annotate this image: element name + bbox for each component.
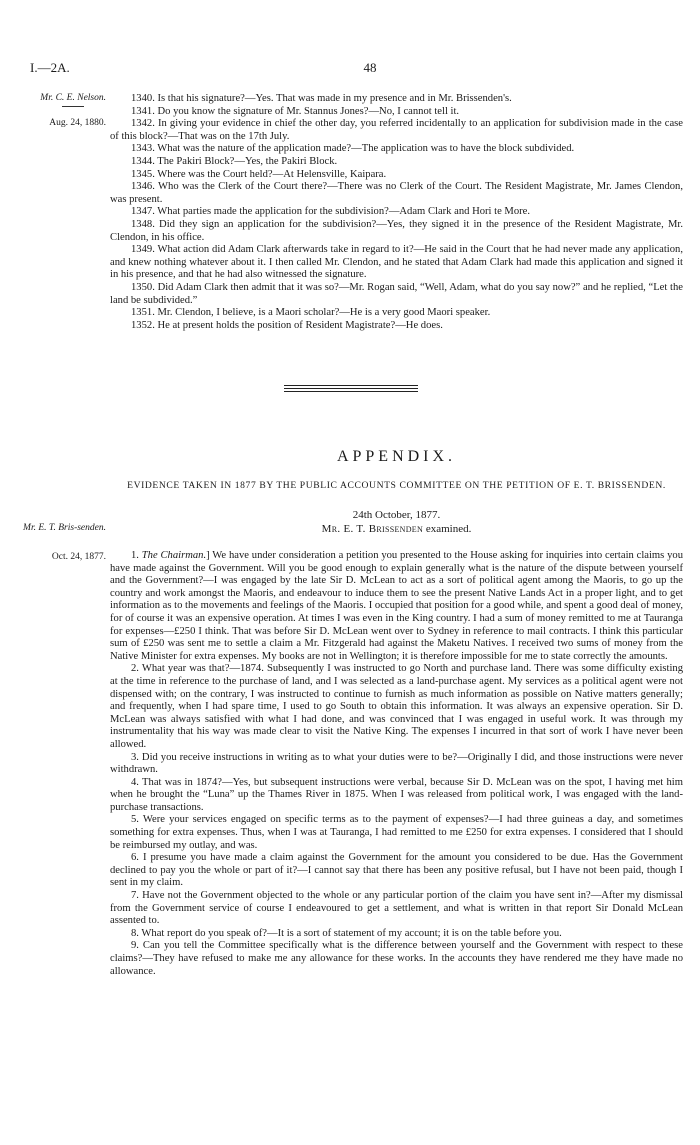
evidence-paragraph: 8. What report do you speak of?—It is a sort of statement of my account; it is on the table before you. <box>131 927 562 939</box>
qa-paragraph: 1350. Did Adam Clark then admit that it was so?—Mr. Rogan said, “Well, Adam, what do you say now?” and he replied, “Let the land be subdivided.” <box>110 281 683 306</box>
evidence-paragraph: 4. That was in 1874?—Yes, but subsequent instructions were verbal, because Sir D. McLean was on the spot, I having met him when he brought the “Luna” up the Thames River in 1875. When I was released from political work, I was engaged with the land-purchase transactions. <box>110 776 683 813</box>
evidence-paragraph: 7. Have not the Government objected to the whole or any particular portion of the claim you have sent in?—After my dismissal from the Government service of course I endeavoured to get a settlement, and what is written in that report Sir Donald McLean assented to. <box>110 890 683 927</box>
evidence-heading: EVIDENCE TAKEN IN 1877 BY THE PUBLIC ACCOUNTS COMMITTEE ON THE PETITION OF E. T. BRISSENDEN. <box>127 480 666 491</box>
document-reference: I.—2A. <box>30 60 70 75</box>
qa-paragraph: 1346. Who was the Clerk of the Court there?—There was no Clerk of the Court. The Resident Magistrate, Mr. James Clendon, was present. <box>110 181 683 205</box>
section-divider <box>284 385 418 392</box>
qa-paragraph: 1343. What was the nature of the application made?—The application was to have the block subdivided. <box>131 143 575 155</box>
qa-paragraph: 1348. Did they sign an application for the subdivision?—Yes, they signed it in the presence of the Resident Magistrate, Mr. Clendon, in his office. <box>110 218 683 243</box>
appendix-title: APPENDIX. <box>336 448 457 465</box>
qa-paragraph: 1351. Mr. Clendon, I believe, is a Maori scholar?—He is a very good Maori speaker. <box>131 307 491 319</box>
examined-line <box>110 523 683 535</box>
qa-paragraph: 1347. What parties made the application for the subdivision?—Adam Clark and Hori te More. <box>131 206 531 218</box>
evidence-section <box>110 550 683 978</box>
evidence-date: 24th October, 1877. <box>352 509 441 521</box>
question-number: 1. <box>131 550 142 561</box>
qa-paragraph: 1344. The Pakiri Block?—Yes, the Pakiri Block. <box>131 155 338 167</box>
evidence-paragraph: 9. Can you tell the Committee specifically what is the difference between yourself and the Government with respect to these claims?—They have refused to make me any allowance for these works. In the accounts they have rendered me they have made no allowance. <box>110 940 683 977</box>
hearing-date-margin: Aug. 24, 1880. <box>49 118 106 128</box>
qa-section <box>110 93 683 332</box>
evidence-paragraph: 3. Did you receive instructions in writing as to what your duties were to be?—Originally I did, and those instructions were never withdrawn. <box>110 751 683 776</box>
margin-rule <box>62 106 84 107</box>
witness-margin-note <box>14 93 106 109</box>
evidence-paragraph <box>110 550 683 663</box>
qa-paragraph: 1349. What action did Adam Clark afterwards take in regard to it?—He said in the Court that he had never made any application, and knew nothing whatever about it. I then called Mr. Clendon, and he stated that Adam Clark had made this application and signed it in his presence, and that he had also witnessed the signature. <box>110 244 683 281</box>
evidence-paragraph: 6. I presume you have made a claim against the Government for the amount you considered to be due. Has the Government declined to pay you the whole or part of it?—I cannot say that there has been any positive refusal, but I have not been paid, though I sent in my claim. <box>110 852 683 889</box>
witness-name: Mr. C. E. Nelson. <box>40 93 106 103</box>
qa-paragraph: 1352. He at present holds the position of Resident Magistrate?—He does. <box>131 319 443 331</box>
examined-witness: Mr. E. T. Brissenden <box>321 523 424 535</box>
qa-paragraph: 1340. Is that his signature?—Yes. That was made in my presence and in Mr. Brissenden's. <box>131 93 512 104</box>
examined-label: examined. <box>425 523 472 535</box>
qa-paragraph: 1341. Do you know the signature of Mr. Stannus Jones?—No, I cannot tell it. <box>131 105 460 117</box>
page-number: 48 <box>363 60 377 75</box>
evidence-paragraph: 2. What year was that?—1874. Subsequently I was instructed to go North and purchase land. There was some difficulty existing at the time in reference to the purchase of land, and I was selected as a land-purchase agent. My services as a political agent were not dispensed with; on the contrary, I was instructed to continue to furnish as much information as possible on Native matters generally; and frequently, when I had spare time, I used to go South to obtain this information. It was always an expensive operation. Sir D. McLean was always satisfied with what I had done, and was convinced that I was engaged in useful work. It was through my instrumentality that his way was made clear to visit the Native King. The expenses I incurred in that sort of work I have never been allowed. <box>110 663 683 750</box>
witness-margin-note: Mr. E. T. Bris-senden. <box>23 523 106 533</box>
qa-paragraph: 1345. Where was the Court held?—At Helensville, Kaipara. <box>131 168 387 180</box>
evidence-text: ] We have under consideration a petition you presented to the House asking for inquiries into certain claims you have made against the Government. Will you be good enough to explain generally what is the nature of the dispute between yourself and the Government?—I was engaged by the late Sir D. McLean to act as a sort of political agent among the Maoris, to go up the country and work amongst the Maoris, and endeavour to induce them to see the present Native Lands Act in a proper light, and to get information as to the movements and feelings of the Maoris. I occupied that position for a good while, and spent a good deal of money, for of course it was an expensive operation. At times I was even in the King country. I had a sum of money remitted to me at Tauranga for expenses—£250 I think. That was before Sir D. McLean went over to Sydney in reference to mail contracts. I think this particular sum of £250 was sent me to settle a claim a Mr. Fitzgerald had against the Maketu Natives. I received two sums of money from the Native Minister for extra expenses. My books are not in Wellington; it is therefore impossible for me to state correctly the amounts. <box>110 550 684 662</box>
qa-paragraph: 1342. In giving your evidence in chief the other day, you referred incidentally to an application for subdivision made in the case of this block?—That was on the 17th July. <box>110 118 683 142</box>
evidence-paragraph: 5. Were your services engaged on specific terms as to the payment of expenses?—I had three guineas a day, and sometimes something for extra expenses. Thus, when I was at Tauranga, I had remitted to me £250 for extra expenses. I considered that I should be reimbursed my outlay, and was. <box>110 814 683 851</box>
hearing-date-margin: Oct. 24, 1877. <box>51 552 106 562</box>
speaker-label: The Chairman. <box>141 550 207 561</box>
